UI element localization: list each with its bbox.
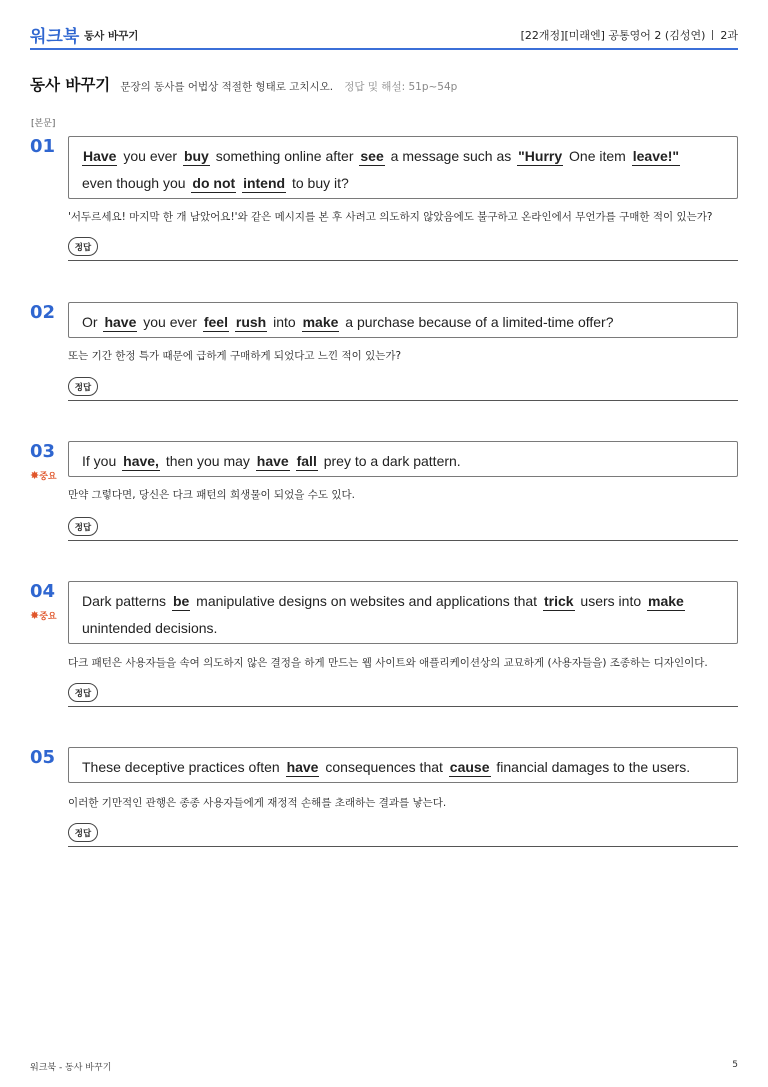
sentence-text: a purchase because of a limited-time offer? <box>345 314 614 330</box>
brand-subtitle: 동사 바꾸기 <box>84 30 139 42</box>
sentence-text: users into <box>580 593 642 609</box>
target-verb: buy <box>183 148 209 164</box>
sentence-text: to buy it? <box>291 175 349 191</box>
sentence-box <box>68 302 738 338</box>
answer-button[interactable]: 정답 <box>68 237 98 256</box>
instruction-text: 문장의 동사를 어법상 적절한 형태로 고치시오. <box>120 81 334 93</box>
sentence-text: These deceptive practices often <box>82 759 280 775</box>
item-number: 04 <box>30 581 56 602</box>
answer-row <box>68 823 738 847</box>
important-label: 중요 <box>39 612 57 622</box>
sentence-text: One item <box>569 148 626 164</box>
answer-row <box>68 517 738 541</box>
footer-title: 워크북 - 동사 바꾸기 <box>30 1063 112 1073</box>
target-verb: "Hurry <box>518 148 563 164</box>
translation-text: 다크 패턴은 사용자들을 속여 의도하지 않은 결정을 하게 만드는 웹 사이트와 애플리케이션상의 교묘하게 (사용자들을) 조종하는 디자인이다. <box>68 657 708 669</box>
target-verb: see <box>360 148 384 164</box>
sentence-text: prey to a dark pattern. <box>323 453 461 469</box>
translation-text: 만약 그렇다면, 당신은 다크 패턴의 희생물이 되었을 수도 있다. <box>68 489 355 501</box>
sentence-text: unintended decisions. <box>82 620 218 636</box>
target-verb: make <box>302 314 339 330</box>
target-verb: feel <box>203 314 228 330</box>
translation-text: 또는 기간 한정 특가 때문에 급하게 구매하게 되었다고 느낀 적이 있는가? <box>68 350 402 362</box>
course-info <box>521 27 738 43</box>
sentence-text: a message such as <box>390 148 512 164</box>
sentence-text: into <box>273 314 296 330</box>
sentence-text: you ever <box>143 314 197 330</box>
sentence-text: financial damages to the users. <box>496 759 691 775</box>
sentence-text: Or <box>82 314 98 330</box>
item-number: 03 <box>30 441 56 462</box>
target-verb: Have <box>83 148 117 164</box>
translation-text: '서두르세요! 마지막 한 개 남았어요!'와 같은 메시지를 본 후 사려고 의도하지 않았음에도 불구하고 온라인에서 무언가를 구매한 적이 있는가? <box>68 211 713 223</box>
star-icon: ✸ <box>30 469 40 482</box>
target-verb: cause <box>449 759 490 775</box>
answer-row <box>68 377 738 401</box>
sentence-text: Dark patterns <box>82 593 167 609</box>
item-number: 01 <box>30 136 56 157</box>
answer-button[interactable]: 정답 <box>68 823 98 842</box>
translation-text: 이러한 기만적인 관행은 종종 사용자들에게 재정적 손해를 초래하는 결과를 낳는다. <box>68 797 447 809</box>
title-row <box>30 73 738 95</box>
item-number: 05 <box>30 747 56 768</box>
item-number: 02 <box>30 302 56 323</box>
section-label: [본문] <box>31 119 56 129</box>
brand-title: 워크북 <box>30 27 80 47</box>
star-icon: ✸ <box>30 609 40 622</box>
answer-button[interactable]: 정답 <box>68 683 98 702</box>
important-label: 중요 <box>39 472 57 482</box>
header-divider <box>712 30 713 40</box>
sentence-text: even though you <box>82 175 186 191</box>
target-verb: make <box>648 593 684 609</box>
target-verb: leave!" <box>632 148 680 164</box>
page-number: 5 <box>732 1060 738 1070</box>
answer-row <box>68 237 738 261</box>
sentence-box <box>68 136 738 199</box>
target-verb: have <box>286 759 319 775</box>
sentence-box <box>68 441 738 477</box>
target-verb: fall <box>296 453 317 469</box>
target-verb: have <box>256 453 289 469</box>
sentence-text: manipulative designs on websites and applications that <box>196 593 538 609</box>
sentence-text: consequences that <box>325 759 443 775</box>
sentence-text: you ever <box>123 148 178 164</box>
answer-button[interactable]: 정답 <box>68 377 98 396</box>
target-verb: have, <box>123 453 159 469</box>
course-name: [22개정][미래엔] 공통영어 2 (김성연) <box>520 29 706 42</box>
target-verb: be <box>172 593 190 609</box>
target-verb: trick <box>543 593 574 609</box>
answer-row <box>68 683 738 707</box>
important-badge <box>30 469 57 482</box>
page-header <box>30 20 738 50</box>
sentence-text: something online after <box>215 148 354 164</box>
sentence-box <box>68 747 738 783</box>
target-verb: intend <box>243 175 286 191</box>
page-title: 동사 바꾸기 <box>30 76 111 94</box>
answer-reference: 정답 및 해설: 51p~54p <box>344 81 458 93</box>
target-verb: have <box>104 314 137 330</box>
sentence-box <box>68 581 738 644</box>
target-verb: rush <box>235 314 267 330</box>
lesson-label: 2과 <box>720 29 738 42</box>
target-verb: do not <box>192 175 236 191</box>
sentence-text: then you may <box>165 453 250 469</box>
sentence-text: If you <box>82 453 117 469</box>
important-badge <box>30 609 57 622</box>
answer-button[interactable]: 정답 <box>68 517 98 536</box>
